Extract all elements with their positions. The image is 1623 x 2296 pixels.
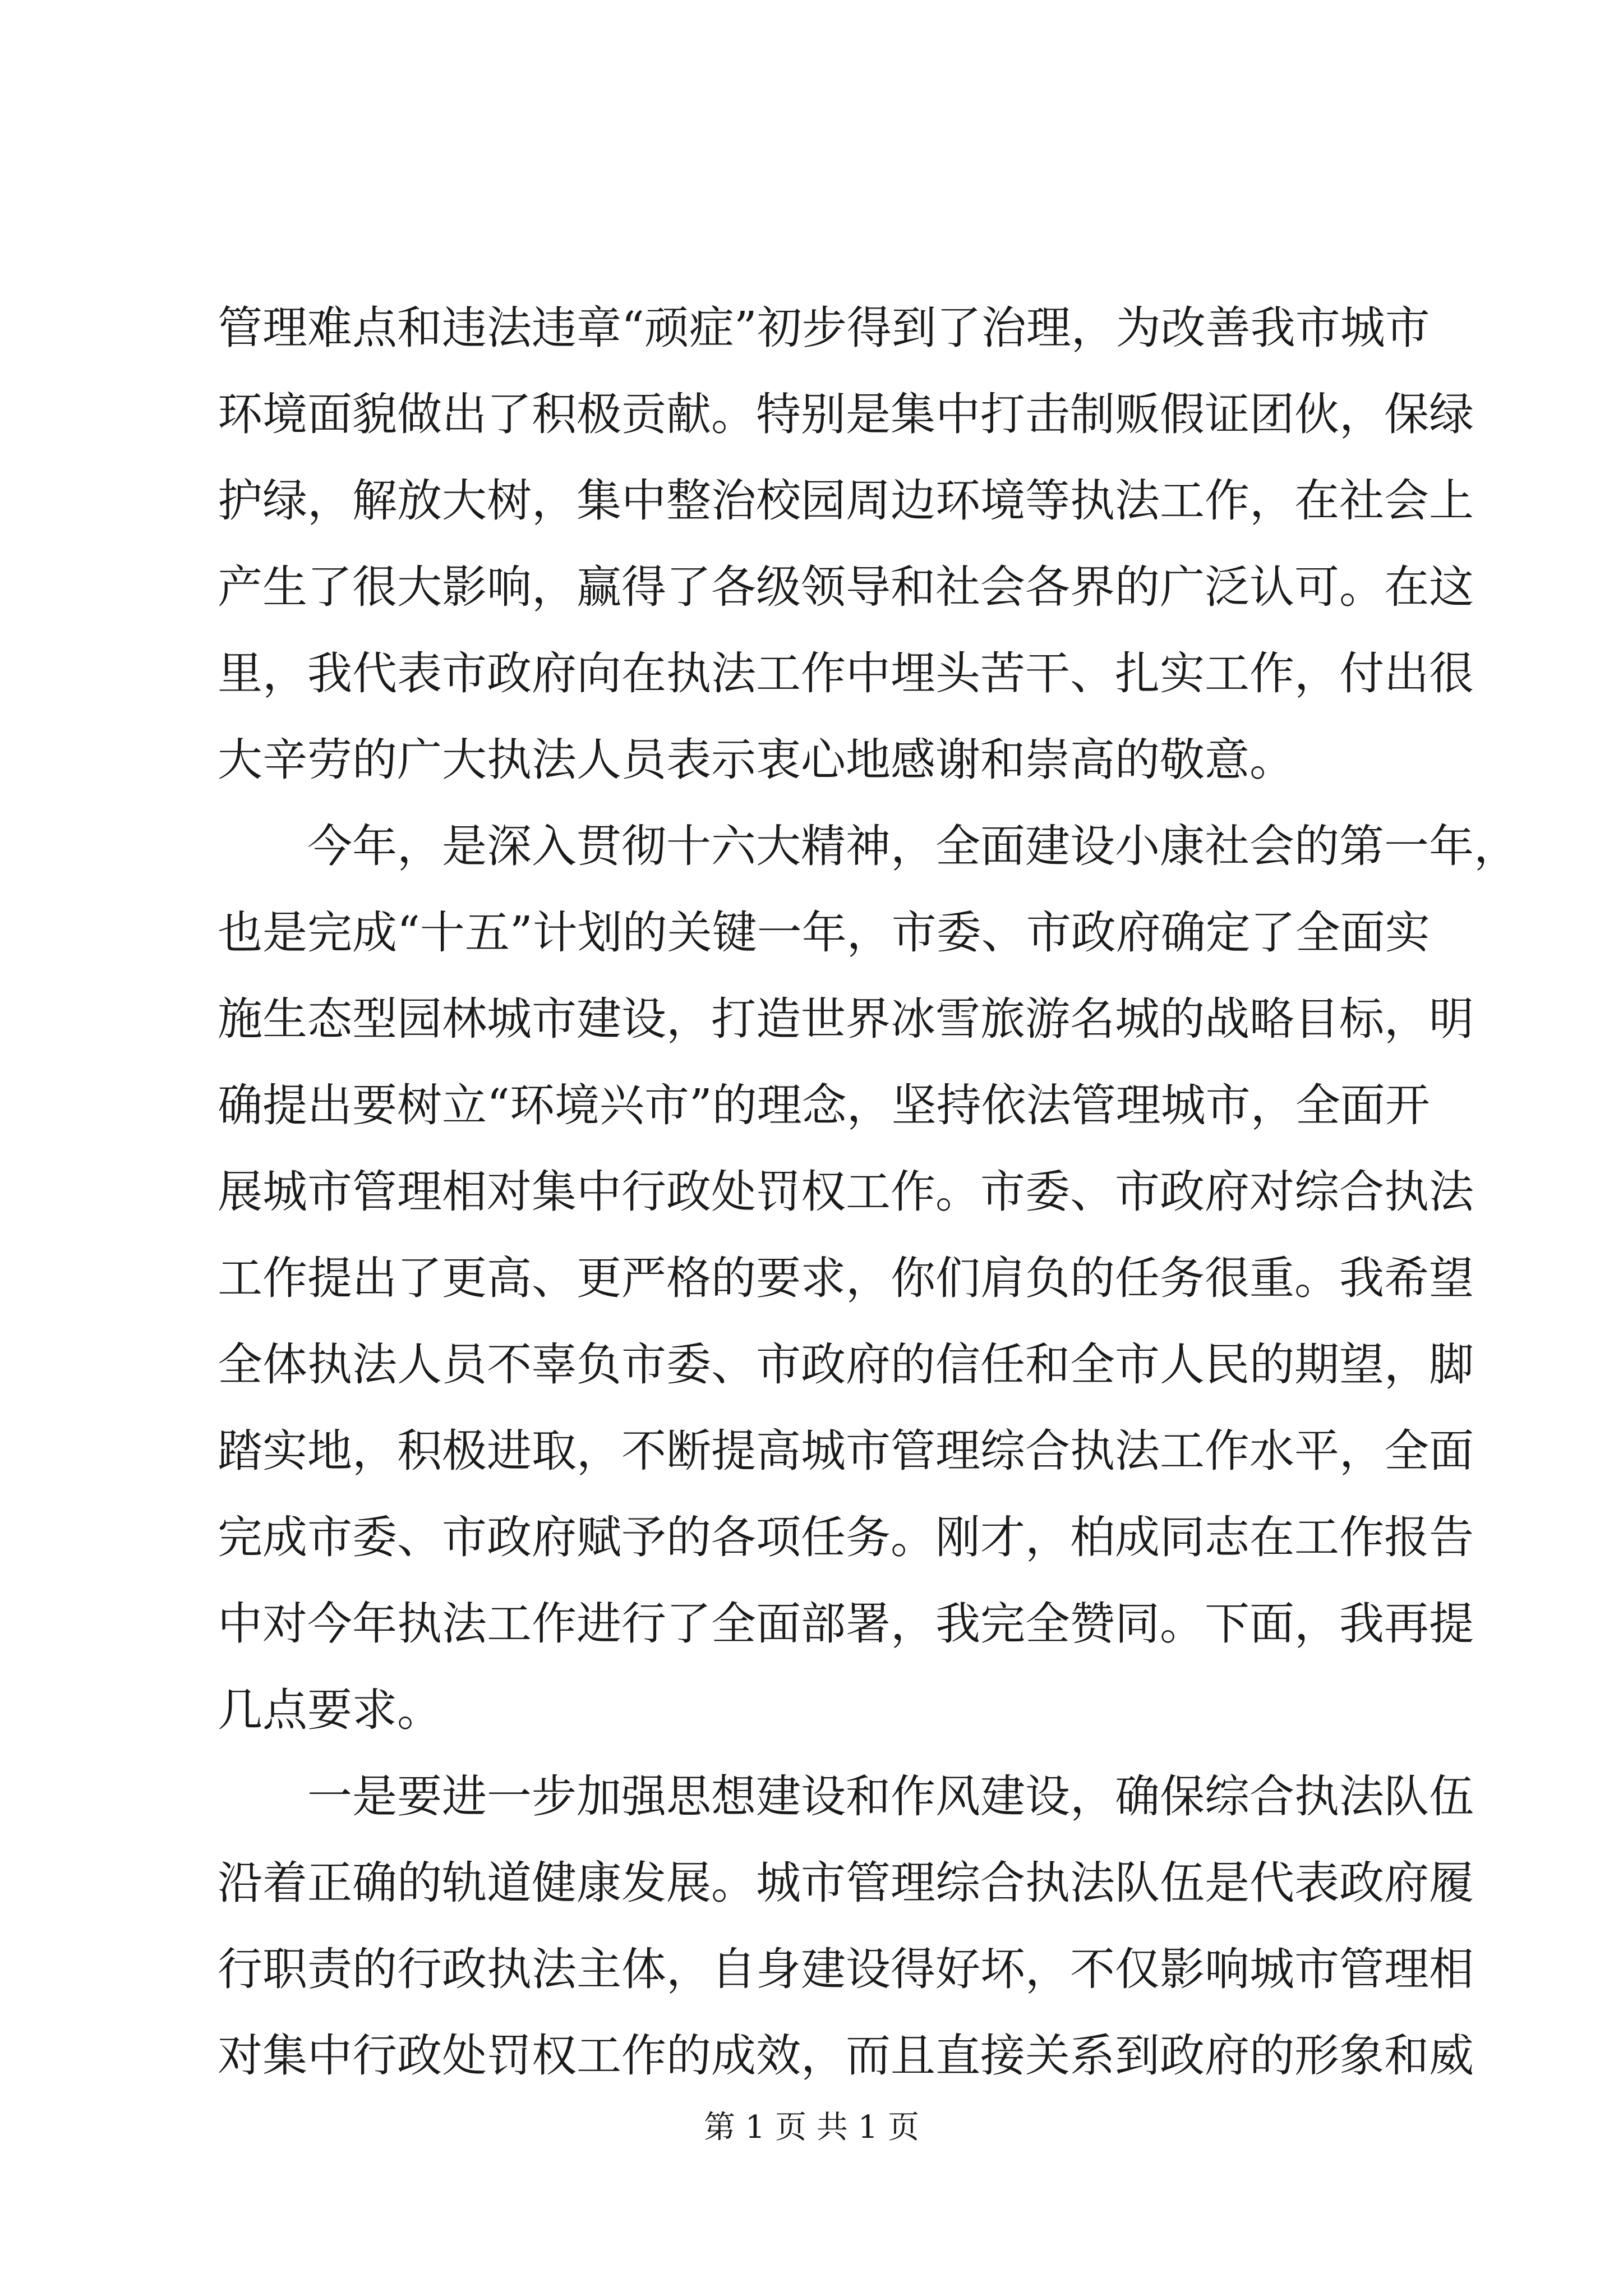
text-line: 施生态型园林城市建设，打造世界冰雪旅游名城的战略目标，明 xyxy=(218,993,1474,1045)
text-line: 环境面貌做出了积极贡献。特别是集中打击制贩假证团伙，保绿 xyxy=(218,388,1474,440)
paragraph-first-line: 一是要进一步加强思想建设和作风建设，确保综合执法队伍 xyxy=(307,1770,1474,1823)
text-line: 踏实地，积极进取，不断提高城市管理综合执法工作水平，全面 xyxy=(218,1425,1474,1477)
text-line: 沿着正确的轨道健康发展。城市管理综合执法队伍是代表政府履 xyxy=(218,1857,1474,1909)
text-line: 完成市委、市政府赋予的各项任务。刚才，柏成同志在工作报告 xyxy=(218,1511,1474,1563)
text-line: 管理难点和违法违章“顽症”初步得到了治理，为改善我市城市 xyxy=(218,302,1430,354)
text-line: 确提出要树立“环境兴市”的理念，坚持依法管理城市，全面开 xyxy=(218,1079,1430,1131)
text-line: 行职责的行政执法主体，自身建设得好坏，不仅影响城市管理相 xyxy=(218,1943,1474,1995)
text-line: 中对今年执法工作进行了全面部署，我完全赞同。下面，我再提 xyxy=(218,1598,1474,1650)
text-line: 也是完成“十五”计划的关键一年，市委、市政府确定了全面实 xyxy=(218,907,1430,959)
text-line: 展城市管理相对集中行政处罚权工作。市委、市政府对综合执法 xyxy=(218,1166,1474,1218)
text-line: 几点要求。 xyxy=(218,1684,442,1736)
text-line: 工作提出了更高、更严格的要求，你们肩负的任务很重。我希望 xyxy=(218,1252,1474,1304)
text-line: 产生了很大影响，赢得了各级领导和社会各界的广泛认可。在这 xyxy=(218,561,1474,613)
text-line: 大辛劳的广大执法人员表示衷心地感谢和崇高的敬意。 xyxy=(218,734,1294,786)
text-line: 里，我代表市政府向在执法工作中埋头苦干、扎实工作，付出很 xyxy=(218,647,1474,700)
text-line: 护绿，解放大树，集中整治校园周边环境等执法工作，在社会上 xyxy=(218,475,1474,527)
text-line: 对集中行政处罚权工作的成效，而且直接关系到政府的形象和威 xyxy=(218,2030,1474,2082)
text-line: 全体执法人员不辜负市委、市政府的信任和全市人民的期望，脚 xyxy=(218,1338,1474,1391)
paragraph-first-line: 今年，是深入贯彻十六大精神，全面建设小康社会的第一年， xyxy=(307,820,1519,872)
page-footer: 第 1 页 共 1 页 xyxy=(703,2109,920,2146)
